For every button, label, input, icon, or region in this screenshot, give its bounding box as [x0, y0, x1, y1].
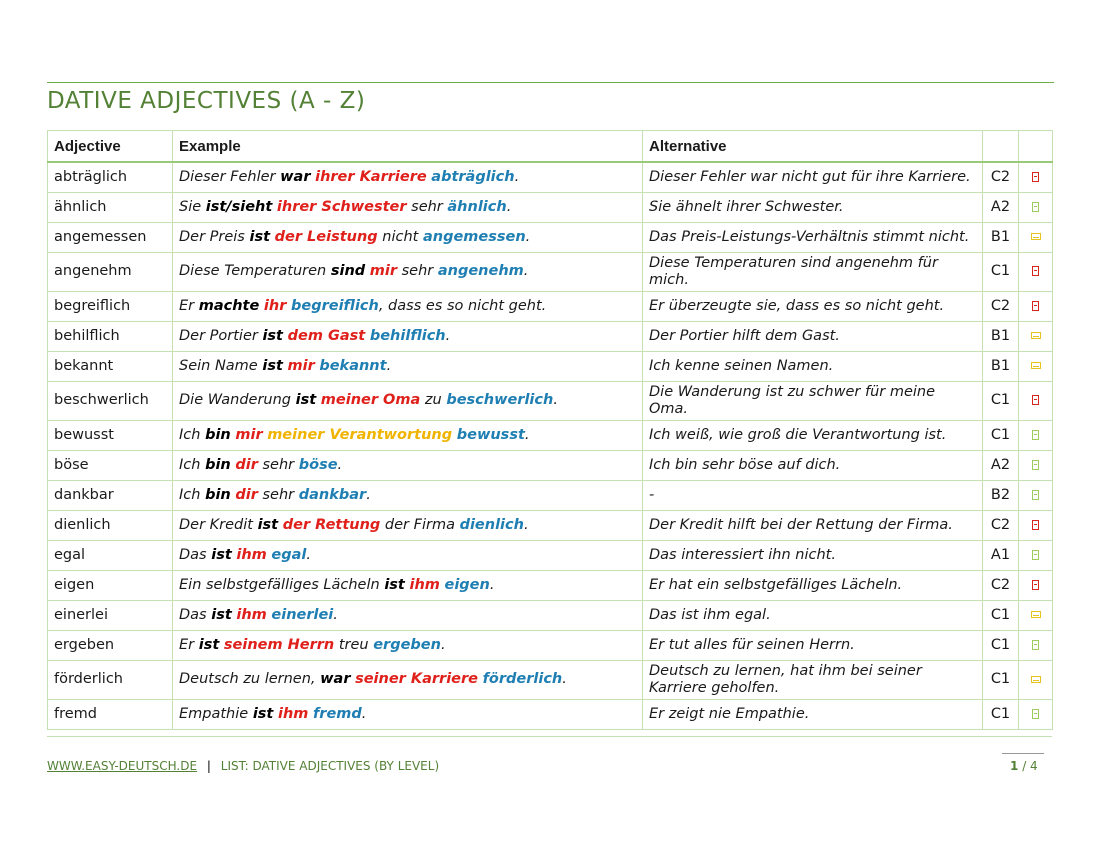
- dative-object: ihrer Schwester: [276, 198, 407, 215]
- example-text: Der Portier: [179, 327, 263, 344]
- example-text: treu: [334, 636, 374, 653]
- website-link[interactable]: WWW.EASY-DEUTSCH.DE: [47, 759, 198, 773]
- dative-object: der Rettung: [282, 516, 381, 533]
- dative-object: seiner Karriere: [355, 671, 478, 687]
- green-mark-icon: [1032, 490, 1039, 500]
- header-icon: [1019, 131, 1053, 163]
- dative-object: ihr: [263, 297, 287, 314]
- verb-word: bin: [205, 426, 231, 443]
- example-cell: [173, 252, 643, 291]
- adjective-word: ähnlich: [447, 198, 507, 215]
- adjective-word: fremd: [312, 705, 362, 722]
- level-cell: C2: [983, 291, 1019, 321]
- icon-cell: [1019, 222, 1053, 252]
- alternative-cell: -: [643, 480, 983, 510]
- table-row: [48, 381, 1053, 420]
- verb-word: bin: [205, 456, 231, 473]
- icon-cell: [1019, 321, 1053, 351]
- example-cell: [173, 660, 643, 699]
- envelope-icon: [1031, 676, 1041, 683]
- red-mark-icon: [1032, 395, 1039, 405]
- verb-word: sind: [330, 263, 366, 279]
- adjective-word: abträglich: [431, 168, 515, 185]
- table-header-row: [48, 131, 1053, 163]
- example-text: sehr: [257, 486, 299, 503]
- example-cell: [173, 420, 643, 450]
- example-text: nicht: [377, 228, 423, 245]
- dative-object: dem Gast: [287, 327, 366, 344]
- level-cell: B1: [983, 222, 1019, 252]
- table-row: [48, 351, 1053, 381]
- verb-word: ist: [262, 327, 283, 344]
- example-text: .: [523, 263, 529, 279]
- example-text: .: [445, 327, 451, 344]
- example-text: , dass es so nicht geht.: [378, 297, 547, 314]
- adjective-word: ergeben: [373, 636, 441, 653]
- adjective-cell: angemessen: [48, 222, 173, 252]
- example-text: Das: [179, 546, 212, 563]
- alternative-cell: Das interessiert ihn nicht.: [643, 540, 983, 570]
- dative-object: der Leistung: [274, 228, 378, 245]
- example-text: .: [524, 426, 530, 443]
- level-cell: C1: [983, 699, 1019, 729]
- green-mark-icon: [1032, 640, 1039, 650]
- alternative-cell: Dieser Fehler war nicht gut für ihre Karriere.: [643, 162, 983, 192]
- example-cell: [173, 510, 643, 540]
- footer-separator: |: [206, 759, 211, 773]
- example-text: sehr: [397, 263, 438, 279]
- dative-object: ihm: [236, 546, 267, 563]
- example-text: .: [361, 705, 367, 722]
- example-text: Er: [179, 636, 199, 653]
- example-text: Ich: [179, 486, 206, 503]
- adjective-word: böse: [298, 456, 338, 473]
- red-mark-icon: [1032, 580, 1039, 590]
- dative-object: mir: [369, 263, 397, 279]
- example-cell: [173, 540, 643, 570]
- icon-cell: [1019, 510, 1053, 540]
- adjective-cell: eigen: [48, 570, 173, 600]
- table-row: [48, 222, 1053, 252]
- verb-word: ist: [211, 606, 232, 623]
- example-cell: [173, 699, 643, 729]
- green-mark-icon: [1032, 460, 1039, 470]
- example-text: zu: [420, 392, 447, 408]
- adjective-word: begreiflich: [290, 297, 379, 314]
- example-text: .: [366, 486, 371, 503]
- verb-word: ist: [249, 228, 271, 245]
- example-text: Deutsch zu lernen,: [179, 671, 321, 687]
- adjective-word: eigen: [444, 576, 490, 593]
- adjective-word: bewusst: [456, 426, 525, 443]
- example-text: Der Preis: [179, 228, 250, 245]
- page-title: DATIVE ADJECTIVES (A - Z): [47, 88, 366, 114]
- dative-object: ihm: [236, 606, 267, 623]
- envelope-icon: [1031, 233, 1041, 240]
- red-mark-icon: [1032, 172, 1039, 182]
- icon-cell: [1019, 480, 1053, 510]
- icon-cell: [1019, 291, 1053, 321]
- verb-word: war: [320, 671, 351, 687]
- example-text: sehr: [406, 198, 448, 215]
- dative-object: mir: [287, 357, 315, 374]
- header-adjective: Adjective: [48, 131, 173, 163]
- top-rule: [47, 82, 1054, 83]
- table-body: [48, 162, 1053, 729]
- example-cell: [173, 630, 643, 660]
- example-text: der Firma: [380, 516, 460, 533]
- example-text: .: [523, 516, 529, 533]
- alternative-cell: Die Wanderung ist zu schwer für meine Oma.: [643, 381, 983, 420]
- example-text: Empathie: [179, 705, 253, 722]
- red-mark-icon: [1032, 266, 1039, 276]
- example-text: Ich: [179, 426, 206, 443]
- example-cell: [173, 381, 643, 420]
- adjective-cell: bewusst: [48, 420, 173, 450]
- alternative-cell: Ich bin sehr böse auf dich.: [643, 450, 983, 480]
- example-text: .: [506, 198, 512, 215]
- example-text: Das: [179, 606, 212, 623]
- page-number-rule: [1002, 753, 1044, 754]
- table-row: [48, 699, 1053, 729]
- example-text: Diese Temperaturen: [179, 263, 331, 279]
- level-cell: A2: [983, 450, 1019, 480]
- adjective-word: angemessen: [422, 228, 526, 245]
- alternative-cell: Das ist ihm egal.: [643, 600, 983, 630]
- adjective-cell: angenehm: [48, 252, 173, 291]
- level-cell: C1: [983, 252, 1019, 291]
- verb-word: war: [280, 168, 311, 185]
- alternative-cell: Er überzeugte sie, dass es so nicht geht.: [643, 291, 983, 321]
- adjective-cell: dankbar: [48, 480, 173, 510]
- example-text: Sie: [179, 198, 206, 215]
- verb-word: ist: [198, 636, 220, 653]
- level-cell: C1: [983, 630, 1019, 660]
- verb-word: ist/sieht: [205, 198, 273, 215]
- level-cell: C2: [983, 162, 1019, 192]
- example-cell: [173, 351, 643, 381]
- verb-word: bin: [205, 486, 231, 503]
- table-row: [48, 510, 1053, 540]
- example-text: .: [440, 636, 446, 653]
- dative-object: mir: [235, 426, 263, 443]
- footer: [47, 759, 439, 773]
- adjective-cell: begreiflich: [48, 291, 173, 321]
- adjective-cell: einerlei: [48, 600, 173, 630]
- level-cell: B2: [983, 480, 1019, 510]
- adjective-cell: fremd: [48, 699, 173, 729]
- icon-cell: [1019, 540, 1053, 570]
- example-text: .: [489, 576, 495, 593]
- level-cell: B1: [983, 321, 1019, 351]
- example-cell: [173, 222, 643, 252]
- example-text: .: [562, 671, 567, 687]
- adjective-cell: dienlich: [48, 510, 173, 540]
- alternative-cell: Er zeigt nie Empathie.: [643, 699, 983, 729]
- icon-cell: [1019, 699, 1053, 729]
- example-text: .: [553, 392, 558, 408]
- example-text: Dieser Fehler: [179, 168, 281, 185]
- dative-object: seinem Herrn: [223, 636, 335, 653]
- bottom-rule: [47, 736, 1052, 737]
- level-cell: C2: [983, 570, 1019, 600]
- header-level: [983, 131, 1019, 163]
- verb-word: ist: [257, 516, 279, 533]
- dative-object: ihm: [409, 576, 440, 593]
- level-cell: A1: [983, 540, 1019, 570]
- alternative-cell: Er tut alles für seinen Herrn.: [643, 630, 983, 660]
- table-row: [48, 252, 1053, 291]
- green-mark-icon: [1032, 202, 1039, 212]
- header-alternative: Alternative: [643, 131, 983, 163]
- adjective-word: dienlich: [459, 516, 524, 533]
- adjective-cell: abträglich: [48, 162, 173, 192]
- example-text: Ich: [179, 456, 206, 473]
- footer-list-title: LIST: DATIVE ADJECTIVES (BY LEVEL): [220, 759, 440, 773]
- adjective-word: angenehm: [437, 263, 524, 279]
- adjective-cell: förderlich: [48, 660, 173, 699]
- dative-object: dir: [235, 486, 258, 503]
- adjective-word: behilflich: [369, 327, 446, 344]
- verb-word: ist: [211, 546, 232, 563]
- alternative-cell: Ich weiß, wie groß die Verantwortung ist.: [643, 420, 983, 450]
- envelope-icon: [1031, 611, 1041, 618]
- example-cell: [173, 192, 643, 222]
- example-text: Sein Name: [179, 357, 263, 374]
- verb-word: machte: [198, 297, 260, 314]
- verb-word: ist: [262, 357, 283, 374]
- alternative-cell: Sie ähnelt ihrer Schwester.: [643, 192, 983, 222]
- example-cell: [173, 570, 643, 600]
- adjective-cell: behilflich: [48, 321, 173, 351]
- adjective-cell: beschwerlich: [48, 381, 173, 420]
- example-cell: [173, 291, 643, 321]
- adjective-word: bekannt: [319, 357, 387, 374]
- level-cell: B1: [983, 351, 1019, 381]
- example-cell: [173, 480, 643, 510]
- icon-cell: [1019, 192, 1053, 222]
- adjective-word: förderlich: [482, 671, 563, 687]
- table-row: [48, 321, 1053, 351]
- table-row: [48, 192, 1053, 222]
- icon-cell: [1019, 351, 1053, 381]
- adjective-word: egal: [271, 546, 307, 563]
- red-mark-icon: [1032, 301, 1039, 311]
- level-cell: C1: [983, 600, 1019, 630]
- table-row: [48, 420, 1053, 450]
- alternative-cell: Der Portier hilft dem Gast.: [643, 321, 983, 351]
- page-number: [1010, 759, 1038, 773]
- icon-cell: [1019, 420, 1053, 450]
- icon-cell: [1019, 381, 1053, 420]
- example-text: Ein selbstgefälliges Lächeln: [179, 576, 385, 593]
- dative-object: dir: [235, 456, 258, 473]
- header-example: Example: [173, 131, 643, 163]
- alternative-cell: Er hat ein selbstgefälliges Lächeln.: [643, 570, 983, 600]
- dative-object: ihm: [277, 705, 309, 722]
- genitive-object: meiner Verantwortung: [267, 426, 453, 443]
- icon-cell: [1019, 252, 1053, 291]
- level-cell: C2: [983, 510, 1019, 540]
- table-row: [48, 540, 1053, 570]
- example-cell: [173, 321, 643, 351]
- vocabulary-table: [47, 130, 1053, 730]
- dative-object: meiner Oma: [320, 392, 421, 408]
- example-text: .: [337, 456, 343, 473]
- adjective-word: beschwerlich: [446, 392, 554, 408]
- icon-cell: [1019, 660, 1053, 699]
- example-text: .: [514, 168, 520, 185]
- verb-word: ist: [252, 705, 274, 722]
- level-cell: C1: [983, 381, 1019, 420]
- dative-object: ihrer Karriere: [315, 168, 427, 185]
- adjective-word: dankbar: [298, 486, 367, 503]
- adjective-cell: egal: [48, 540, 173, 570]
- envelope-icon: [1031, 362, 1041, 369]
- page-current: 1: [1010, 759, 1019, 773]
- icon-cell: [1019, 162, 1053, 192]
- alternative-cell: Ich kenne seinen Namen.: [643, 351, 983, 381]
- adjective-word: einerlei: [271, 606, 334, 623]
- example-text: .: [306, 546, 311, 563]
- adjective-cell: bekannt: [48, 351, 173, 381]
- table-row: [48, 630, 1053, 660]
- page-total: / 4: [1022, 759, 1038, 773]
- icon-cell: [1019, 630, 1053, 660]
- adjective-cell: ähnlich: [48, 192, 173, 222]
- example-cell: [173, 162, 643, 192]
- icon-cell: [1019, 450, 1053, 480]
- red-mark-icon: [1032, 520, 1039, 530]
- verb-word: ist: [295, 392, 317, 408]
- green-mark-icon: [1032, 709, 1039, 719]
- green-mark-icon: [1032, 550, 1039, 560]
- example-cell: [173, 600, 643, 630]
- table-row: [48, 450, 1053, 480]
- example-text: Die Wanderung: [179, 392, 296, 408]
- table-row: [48, 480, 1053, 510]
- envelope-icon: [1031, 332, 1041, 339]
- adjective-cell: ergeben: [48, 630, 173, 660]
- example-text: .: [525, 228, 531, 245]
- alternative-cell: Der Kredit hilft bei der Rettung der Firma.: [643, 510, 983, 540]
- example-text: .: [333, 606, 338, 623]
- table-row: [48, 291, 1053, 321]
- table-row: [48, 600, 1053, 630]
- alternative-cell: Diese Temperaturen sind angenehm für mich.: [643, 252, 983, 291]
- verb-word: ist: [384, 576, 405, 593]
- icon-cell: [1019, 570, 1053, 600]
- level-cell: C1: [983, 420, 1019, 450]
- green-mark-icon: [1032, 430, 1039, 440]
- table-row: [48, 570, 1053, 600]
- example-text: sehr: [257, 456, 299, 473]
- level-cell: A2: [983, 192, 1019, 222]
- example-text: .: [386, 357, 392, 374]
- example-text: Er: [179, 297, 199, 314]
- adjective-cell: böse: [48, 450, 173, 480]
- example-text: Der Kredit: [179, 516, 258, 533]
- alternative-cell: Deutsch zu lernen, hat ihm bei seiner Karriere geholfen.: [643, 660, 983, 699]
- icon-cell: [1019, 600, 1053, 630]
- table-row: [48, 162, 1053, 192]
- table-row: [48, 660, 1053, 699]
- example-cell: [173, 450, 643, 480]
- alternative-cell: Das Preis-Leistungs-Verhältnis stimmt nicht.: [643, 222, 983, 252]
- level-cell: C1: [983, 660, 1019, 699]
